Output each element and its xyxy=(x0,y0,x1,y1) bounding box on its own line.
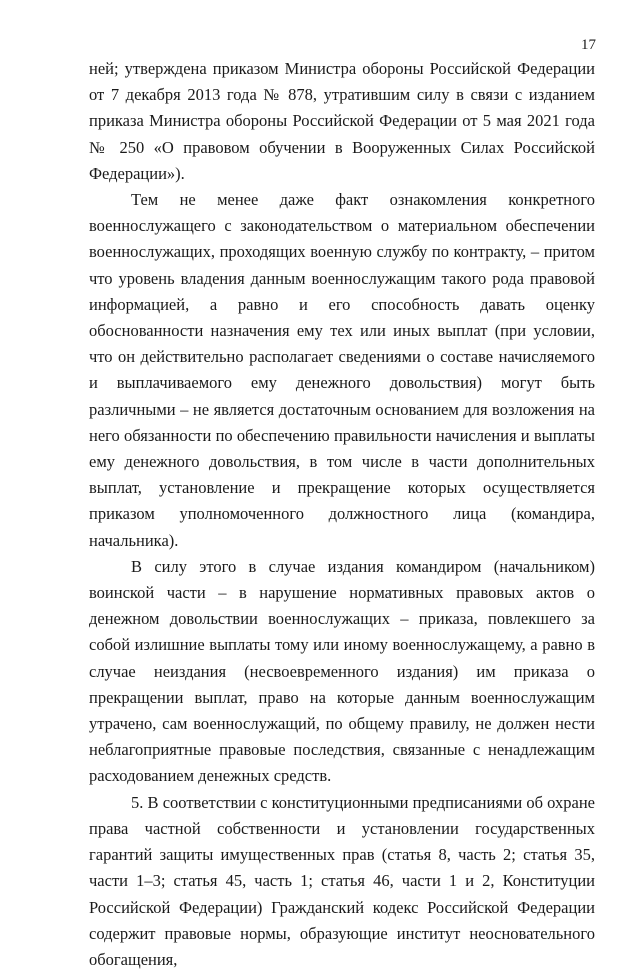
paragraph-continuation: ней; утверждена приказом Министра обороны Российской Федерации от 7 декабря 2013 года № 878, утратившим силу в связи с изданием приказа Министра обороны Российской Федерации от 5 мая 2021 года № 250 «О правовом обучении в Вооруженных Силах Российской Федерации»). xyxy=(89,59,595,183)
body-text xyxy=(89,56,595,973)
paragraph-awareness: Тем не менее даже факт ознакомления конкретного военнослужащего с законодательством о материальном обеспечении военнослужащих, проходящих военную службу по контракту, – притом что уровень владения данным военнослужащим такого рода правовой информацией, а равно и его способность давать оценку обоснованности назначения ему тех или иных выплат (при условии, что он действительно располагает сведениями о составе начисляемого и выплачиваемого ему денежного довольствия) могут быть различными – не является достаточным основанием для возложения на него обязанности по обеспечению правильности начисления и выплаты ему денежного довольствия, в том числе в части дополнительных выплат, установление и прекращение которых осуществляется приказом уполномоченного должностного лица (командира, начальника). xyxy=(89,190,595,550)
page-number: 17 xyxy=(581,37,596,53)
paragraph-commander-order: В силу этого в случае издания командиром (начальником) воинской части – в нарушение нормативных правовых актов о денежном довольствии военнослужащих – приказа, повлекшего за собой излишние выплаты тому или иному военнослужащему, а равно в случае неиздания (несвоевременного издания) им приказа о прекращении выплат, право на которые данным военнослужащим утрачено, сам военнослужащий, по общему правилу, не должен нести неблагоприятные правовые последствия, связанные с ненадлежащим расходованием денежных средств. xyxy=(89,556,595,786)
paragraph-section-5: 5. В соответствии с конституционными предписаниями об охране права частной собственности и установлении государственных гарантий защиты имущественных прав (статья 8, часть 2; статья 35, части 1–3; статья 45, часть 1; статья 46, части 1 и 2, Конституции Российской Федерации) Гражданский кодекс Российской Федерации содержит правовые нормы, образующие институт неосновательного обогащения, xyxy=(89,792,595,969)
